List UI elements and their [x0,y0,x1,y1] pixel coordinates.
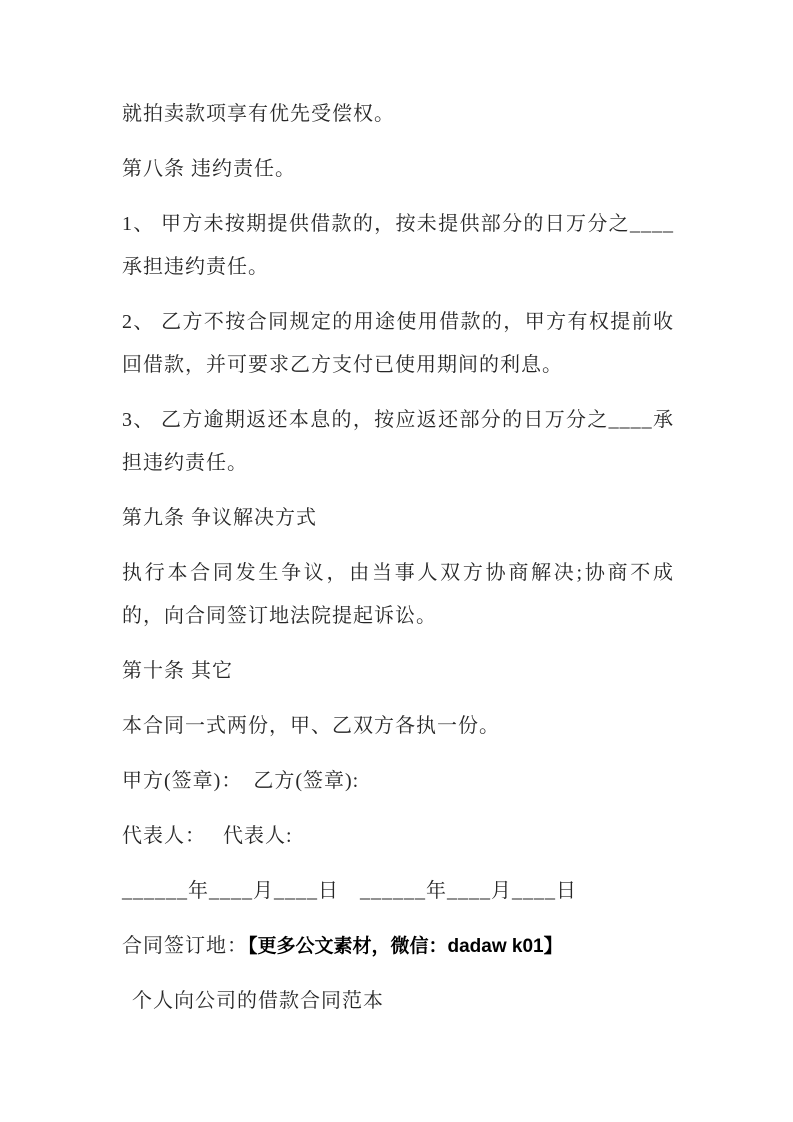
signature-line-representatives: 代表人： 代表人: [122,825,293,847]
clause-3-overdue-repayment: 3、 乙方逾期返还本息的，按应返还部分的日万分之____承担违约责任。 [122,409,674,474]
paragraph-duplicate-copies: 本合同一式两份，甲、乙双方各执一份。 [122,715,500,737]
date-fill-in-line: ______年____月____日 ______年____月____日 [122,880,577,902]
watermark-source-note: 【更多公文素材，微信：dadaw k01】 [248,936,563,957]
clause-2-misuse-of-loan: 2、 乙方不按合同规定的用途使用借款的，甲方有权提前收回借款，并可要求乙方支付已使用期间的利息。 [122,311,674,376]
heading-article-9-dispute-resolution: 第九条 争议解决方式 [122,507,317,529]
next-template-title: 个人向公司的借款合同范本 [132,990,384,1012]
clause-1-lender-late-provision: 1、 甲方未按期提供借款的，按未提供部分的日万分之____承担违约责任。 [122,213,674,278]
heading-article-10-miscellaneous: 第十条 其它 [122,660,233,682]
paragraph-signing-place [122,925,674,968]
signature-line-parties-seal: 甲方(签章)： 乙方(签章): [122,770,360,792]
paragraph-auction-priority: 就拍卖款项享有优先受偿权。 [122,103,395,125]
heading-article-8-breach-liability: 第八条 违约责任。 [122,158,296,180]
signing-place-label: 合同签订地： [122,935,248,957]
paragraph-dispute-resolution-body: 执行本合同发生争议，由当事人双方协商解决;协商不成的，向合同签订地法院提起诉讼。 [122,562,674,627]
